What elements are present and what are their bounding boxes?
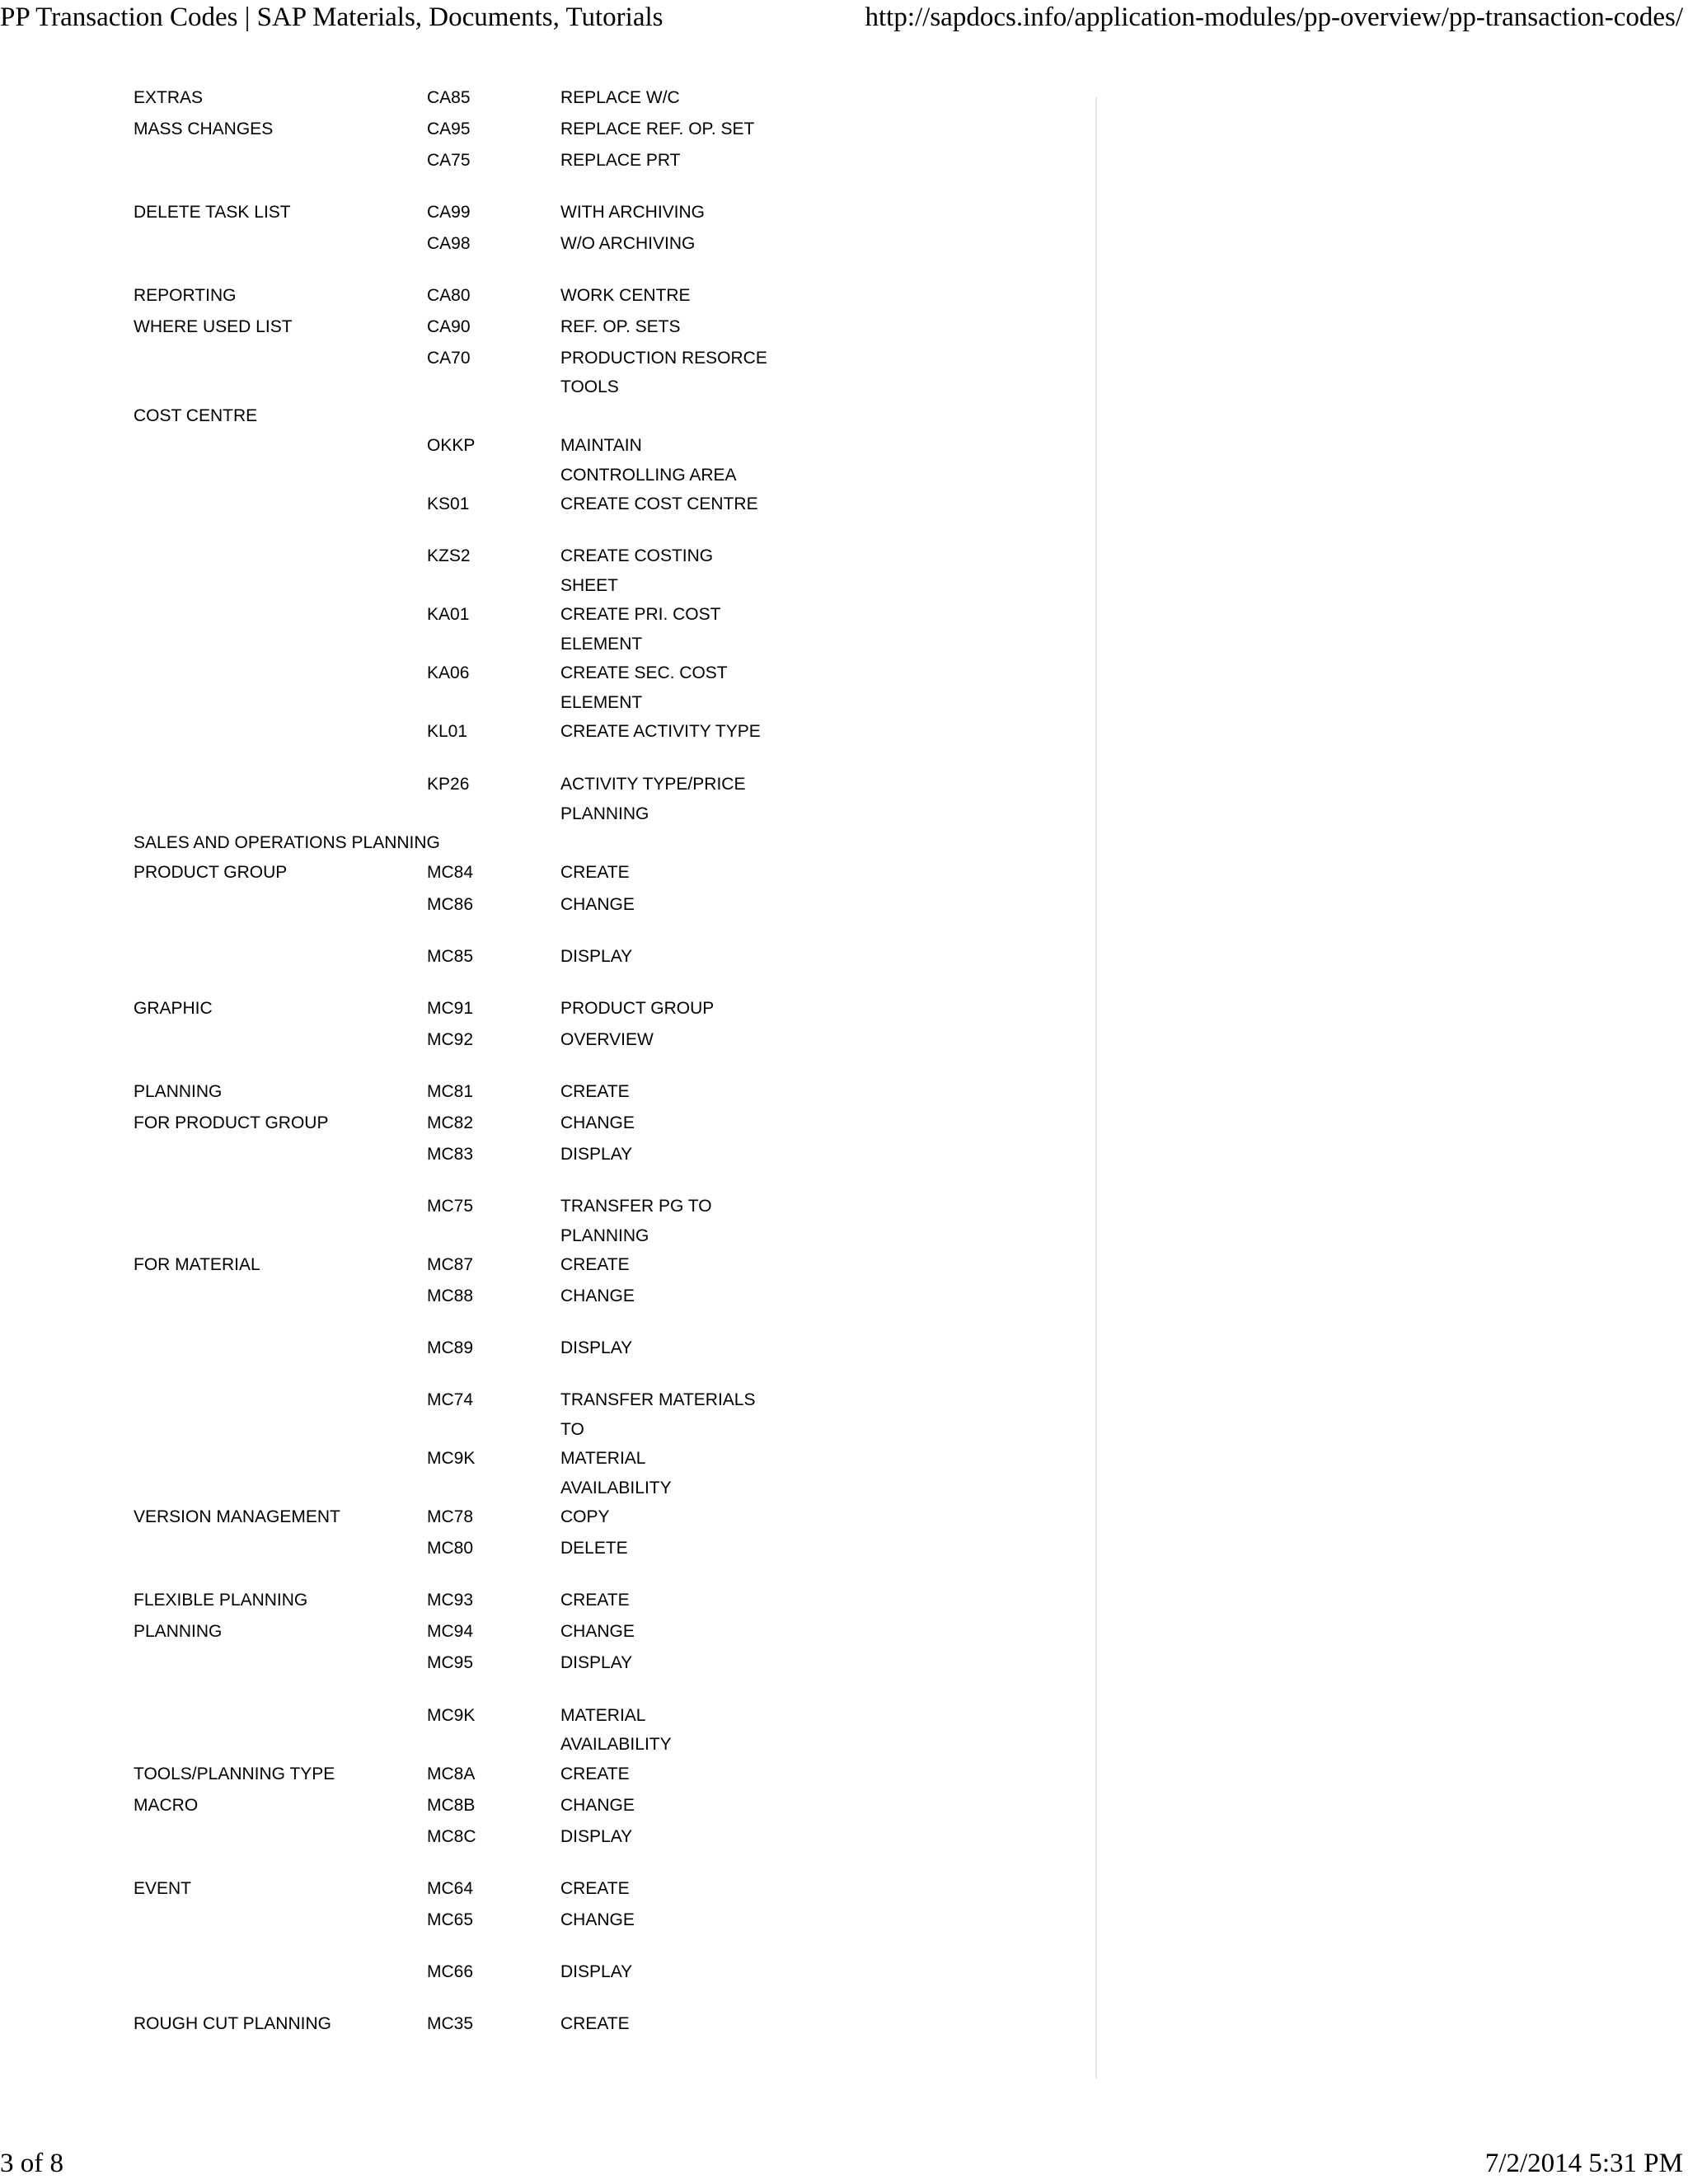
row-description: OVERVIEW (560, 1030, 654, 1049)
print-datetime: 7/2/2014 5:31 PM (1484, 2149, 1683, 2178)
row-description: CREATE SEC. COST (560, 663, 728, 682)
row-tcode: MC83 (427, 1145, 474, 1164)
row-category: WHERE USED LIST (134, 317, 293, 336)
table-row (0, 1385, 1088, 1415)
row-description: TO (560, 1420, 584, 1439)
row-description: SHEET (560, 576, 619, 595)
row-description: CREATE (560, 1591, 630, 1610)
table-row (0, 83, 1088, 113)
row-category: VERSION MANAGEMENT (134, 1507, 340, 1526)
table-row (0, 1333, 1088, 1363)
row-description: CREATE (560, 1082, 630, 1101)
row-tcode: MC85 (427, 947, 474, 966)
row-description: DISPLAY (560, 947, 633, 966)
row-tcode: MC78 (427, 1507, 474, 1526)
row-tcode: CA90 (427, 317, 471, 336)
row-category: SALES AND OPERATIONS PLANNING (134, 833, 440, 852)
table-row (0, 1474, 1088, 1503)
row-description: W/O ARCHIVING (560, 234, 696, 253)
table-row (0, 146, 1088, 176)
table-row (0, 1617, 1088, 1647)
row-tcode: MC9K (427, 1449, 476, 1468)
row-description: DISPLAY (560, 1962, 633, 1981)
row-category: MASS CHANGES (134, 120, 274, 138)
row-description: CREATE (560, 2014, 630, 2033)
vertical-divider (1095, 97, 1097, 2079)
table-row (0, 770, 1088, 799)
table-row (0, 115, 1088, 144)
table-row (0, 1730, 1088, 1760)
row-tcode: CA99 (427, 203, 471, 222)
row-description: PRODUCTION RESORCE (560, 349, 767, 368)
table-row (0, 198, 1088, 227)
row-description: REF. OP. SETS (560, 317, 681, 336)
row-tcode: MC92 (427, 1030, 474, 1049)
table-row (0, 1957, 1088, 1987)
row-tcode: CA85 (427, 88, 471, 107)
page-url: http://sapdocs.info/application-modules/pp-overview/pp-transaction-codes/ (865, 2, 1683, 32)
row-tcode: KL01 (427, 722, 468, 741)
table-row (0, 490, 1088, 519)
row-description: CREATE COST CENTRE (560, 494, 758, 513)
row-tcode: MC75 (427, 1197, 474, 1216)
table-row (0, 1648, 1088, 1678)
row-description: CREATE (560, 863, 630, 882)
row-description: ELEMENT (560, 635, 643, 654)
table-row (0, 717, 1088, 747)
row-tcode: MC66 (427, 1962, 474, 1981)
table-row (0, 1502, 1088, 1532)
page-title: PP Transaction Codes | SAP Materials, Documents, Tutorials (0, 2, 663, 32)
table-row (0, 1701, 1088, 1731)
row-tcode: MC80 (427, 1539, 474, 1558)
row-category: MACRO (134, 1796, 199, 1815)
row-category: EVENT (134, 1879, 192, 1898)
row-description: CREATE PRI. COST (560, 605, 721, 624)
row-description: CHANGE (560, 1910, 635, 1929)
row-description: CHANGE (560, 1286, 635, 1305)
row-tcode: MC95 (427, 1653, 474, 1672)
row-description: TOOLS (560, 377, 619, 396)
row-description: REPLACE REF. OP. SET (560, 120, 755, 138)
row-description: DISPLAY (560, 1653, 633, 1672)
row-description: PLANNING (560, 804, 649, 823)
table-row (0, 1444, 1088, 1474)
row-description: MAINTAIN (560, 436, 642, 455)
row-description: PLANNING (560, 1226, 649, 1245)
row-tcode: KA01 (427, 605, 470, 624)
row-category: PLANNING (134, 1082, 223, 1101)
row-description: WITH ARCHIVING (560, 203, 706, 222)
table-row (0, 1905, 1088, 1935)
row-description: AVAILABILITY (560, 1479, 672, 1497)
table-row (0, 1140, 1088, 1169)
row-tcode: MC94 (427, 1622, 474, 1641)
table-row (0, 1221, 1088, 1251)
row-description: REPLACE PRT (560, 151, 681, 170)
row-tcode: MC8A (427, 1765, 476, 1783)
row-category: ROUGH CUT PLANNING (134, 2014, 331, 2033)
row-category: DELETE TASK LIST (134, 203, 291, 222)
table-row (0, 1250, 1088, 1280)
row-description: TRANSFER PG TO (560, 1197, 712, 1216)
table-row (0, 344, 1088, 373)
table-row (0, 858, 1088, 888)
row-tcode: MC84 (427, 863, 474, 882)
table-row (0, 688, 1088, 718)
row-tcode: KA06 (427, 663, 470, 682)
row-tcode: MC74 (427, 1390, 474, 1409)
table-row (0, 461, 1088, 490)
row-tcode: MC8B (427, 1796, 476, 1815)
row-description: CHANGE (560, 895, 635, 914)
table-row (0, 1025, 1088, 1055)
table-row (0, 1077, 1088, 1107)
row-description: CREATE (560, 1879, 630, 1898)
table-row (0, 630, 1088, 659)
table-row (0, 401, 1088, 431)
row-description: REPLACE W/C (560, 88, 680, 107)
row-category: PLANNING (134, 1622, 223, 1641)
table-row (0, 1874, 1088, 1904)
table-row (0, 1534, 1088, 1563)
row-tcode: CA75 (427, 151, 471, 170)
table-row (0, 281, 1088, 311)
table-row (0, 994, 1088, 1024)
table-row (0, 1760, 1088, 1789)
table-row (0, 942, 1088, 972)
row-tcode: MC91 (427, 999, 474, 1018)
table-row (0, 658, 1088, 688)
row-tcode: MC86 (427, 895, 474, 914)
row-category: COST CENTRE (134, 406, 258, 425)
row-tcode: CA80 (427, 286, 471, 305)
table-row (0, 1415, 1088, 1445)
row-tcode: MC35 (427, 2014, 474, 2033)
row-description: COPY (560, 1507, 610, 1526)
row-description: WORK CENTRE (560, 286, 691, 305)
row-description: DISPLAY (560, 1145, 633, 1164)
row-description: ACTIVITY TYPE/PRICE (560, 775, 746, 794)
row-description: DELETE (560, 1539, 628, 1558)
row-category: FLEXIBLE PLANNING (134, 1591, 308, 1610)
row-tcode: CA98 (427, 234, 471, 253)
table-row (0, 1791, 1088, 1821)
row-tcode: CA70 (427, 349, 471, 368)
row-description: CONTROLLING AREA (560, 466, 737, 485)
row-tcode: MC89 (427, 1338, 474, 1357)
table-row (0, 1108, 1088, 1138)
table-row (0, 229, 1088, 259)
table-row (0, 571, 1088, 601)
row-category: FOR PRODUCT GROUP (134, 1113, 329, 1132)
table-row (0, 799, 1088, 829)
table-row (0, 312, 1088, 342)
row-tcode: MC88 (427, 1286, 474, 1305)
row-tcode: MC93 (427, 1591, 474, 1610)
row-tcode: KS01 (427, 494, 470, 513)
row-description: CHANGE (560, 1622, 635, 1641)
row-description: ELEMENT (560, 693, 643, 712)
row-tcode: KP26 (427, 775, 470, 794)
row-description: CREATE COSTING (560, 546, 714, 565)
table-row (0, 1822, 1088, 1852)
table-row (0, 828, 1088, 858)
row-tcode: KZS2 (427, 546, 471, 565)
row-description: TRANSFER MATERIALS (560, 1390, 756, 1409)
row-category: PRODUCT GROUP (134, 863, 288, 882)
table-row (0, 1586, 1088, 1615)
row-tcode: MC9K (427, 1706, 476, 1725)
row-description: CHANGE (560, 1113, 635, 1132)
row-category: REPORTING (134, 286, 237, 305)
table-row (0, 2009, 1088, 2039)
page-number: 3 of 8 (0, 2149, 63, 2178)
row-tcode: CA95 (427, 120, 471, 138)
row-tcode: OKKP (427, 436, 476, 455)
row-category: TOOLS/PLANNING TYPE (134, 1765, 335, 1783)
row-category: EXTRAS (134, 88, 204, 107)
table-row (0, 431, 1088, 461)
row-description: CREATE ACTIVITY TYPE (560, 722, 761, 741)
table-row (0, 600, 1088, 630)
row-description: MATERIAL (560, 1706, 646, 1725)
row-description: CREATE (560, 1255, 630, 1274)
table-row (0, 1192, 1088, 1221)
table-row (0, 890, 1088, 920)
row-tcode: MC8C (427, 1827, 476, 1846)
row-tcode: MC81 (427, 1082, 474, 1101)
row-tcode: MC65 (427, 1910, 474, 1929)
row-description: DISPLAY (560, 1338, 633, 1357)
row-description: AVAILABILITY (560, 1735, 672, 1754)
row-description: MATERIAL (560, 1449, 646, 1468)
table-row (0, 373, 1088, 402)
row-tcode: MC64 (427, 1879, 474, 1898)
row-description: CREATE (560, 1765, 630, 1783)
table-row (0, 1282, 1088, 1311)
row-description: DISPLAY (560, 1827, 633, 1846)
row-tcode: MC87 (427, 1255, 474, 1274)
row-tcode: MC82 (427, 1113, 474, 1132)
table-row (0, 541, 1088, 571)
row-description: CHANGE (560, 1796, 635, 1815)
row-category: FOR MATERIAL (134, 1255, 260, 1274)
row-category: GRAPHIC (134, 999, 213, 1018)
row-description: PRODUCT GROUP (560, 999, 715, 1018)
